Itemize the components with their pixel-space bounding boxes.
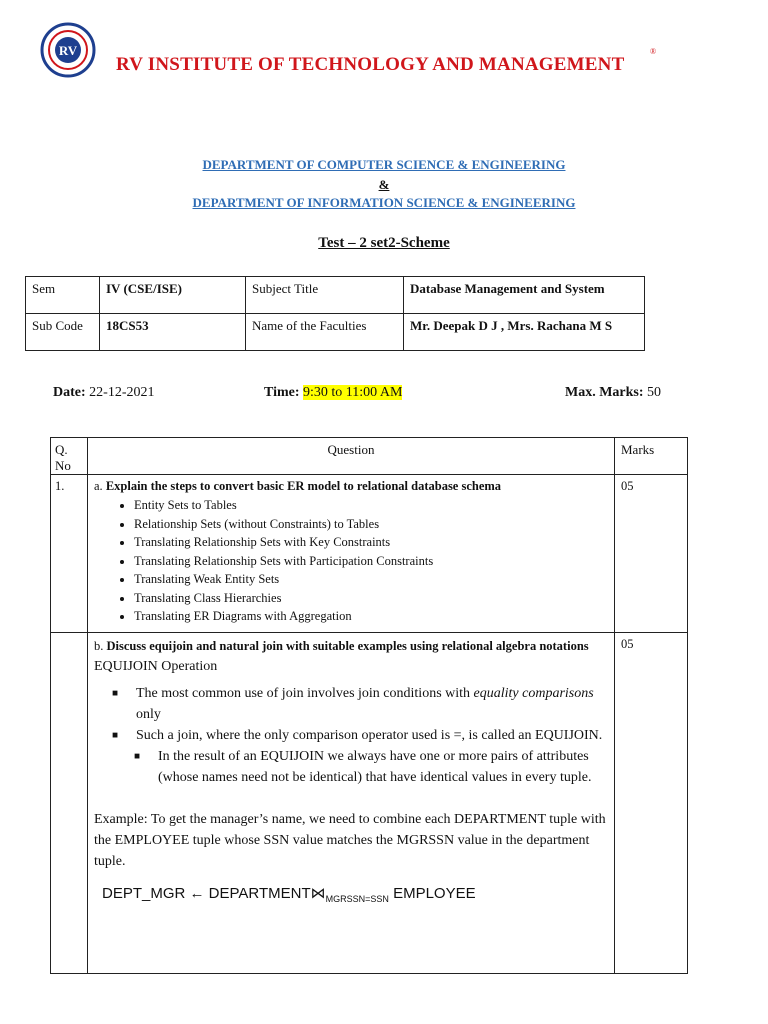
- questions-table: [50, 437, 688, 974]
- example-text: Example: To get the manager’s name, we need to combine each DEPARTMENT tuple with the EMPLOYEE tuple whose SSN value matches the MGRSSN value in the department tuple.: [94, 812, 606, 869]
- faculty-value: Mr. Deepak D J , Mrs. Rachana M S: [404, 314, 645, 351]
- dept-ampersand: &: [378, 177, 390, 192]
- equijoin-bullets: [94, 683, 608, 746]
- subject-label: Subject Title: [246, 277, 404, 314]
- list-item: • Relationship Sets (without Constraints) to Tables: [134, 515, 608, 534]
- list-item: • Translating ER Diagrams with Aggregation: [134, 607, 608, 626]
- time-field: Time: 9:30 to 11:00 AM: [264, 385, 403, 400]
- qno: 1.: [51, 475, 88, 632]
- question-row-1b: [51, 633, 687, 973]
- list-item: • Translating Class Hierarchies: [134, 589, 608, 608]
- list-item: ■ The most common use of join involves join conditions with equality comparisons only: [112, 683, 608, 725]
- subcode-label: Sub Code: [26, 314, 100, 351]
- sem-value: IV (CSE/ISE): [100, 277, 246, 314]
- list-item: • Entity Sets to Tables: [134, 496, 608, 515]
- question-1b-title: Discuss equijoin and natural join with suitable examples using relational algebra notations: [106, 639, 589, 653]
- institute-logo: [40, 22, 96, 78]
- er-steps-list: [94, 496, 608, 626]
- equijoin-sub-bullets: [94, 746, 608, 788]
- list-item: • Translating Relationship Sets with Key Constraints: [134, 533, 608, 552]
- header-row: [51, 438, 687, 475]
- question-1b: b. Discuss equijoin and natural join with suitable examples using relational algebra notations EQUIJOIN Operation ■ The most common use of join involves join conditions with equality comparisons only ■ Such a join, where the only comparison operator used is =, is called an EQUIJOIN. ■ In the result of an EQUIJOIN we always have one or more pairs of attributes (whose names need not be identical) that have identical values in every tuple. Example: To get the manager’s name, we need to combine each DEPARTMENT tuple with the EMPLOYEE tuple whose SSN value matches the MGRSSN value in the department tuple. DEPT_MGR ← $DEPARTMENT⋈_{MGRSSN=SSN}$ EMPLOYEE: [88, 633, 615, 973]
- dept-ise: DEPARTMENT OF INFORMATION SCIENCE & ENGINEERING: [192, 195, 576, 210]
- institute-name: RV INSTITUTE OF TECHNOLOGY AND MANAGEMENT: [116, 54, 625, 75]
- list-item: • Translating Weak Entity Sets: [134, 570, 608, 589]
- question-1a: a. Explain the steps to convert basic ER model to relational database schema • Entity Sets to Tables • Relationship Sets (without Constraints) to Tables • Translating Relationship Sets with Key Constraints • Translating Relationship Sets with Participation Constraints • Translating Weak Entity Sets • Translating Class Hierarchies • Translating ER Diagrams with Aggregation: [88, 475, 615, 632]
- marks-1b: 05: [621, 637, 634, 651]
- header-qno: Q. No: [51, 438, 88, 474]
- list-item: ■ In the result of an EQUIJOIN we always have one or more pairs of attributes (whose names need not be identical) that have identical values in every tuple.: [134, 746, 608, 788]
- header-question: Question: [88, 438, 615, 474]
- subject-value: Database Management and System: [404, 277, 645, 314]
- equijoin-formula: DEPT_MGR ← $DEPARTMENT⋈_{MGRSSN=SSN}$ EMPLOYEE: [102, 885, 476, 904]
- dept-cse: DEPARTMENT OF COMPUTER SCIENCE & ENGINEERING: [202, 157, 566, 172]
- sem-label: Sem: [26, 277, 100, 314]
- info-table: [25, 276, 645, 351]
- test-title: Test – 2 set2-Scheme: [318, 235, 450, 251]
- marks-1a: 05: [621, 479, 634, 493]
- question-row-1a: [51, 475, 687, 633]
- join-symbol: ⋈: [310, 885, 326, 902]
- date-field: Date: 22-12-2021: [53, 385, 155, 400]
- list-item: ■ Such a join, where the only comparison operator used is =, is called an EQUIJOIN.: [112, 725, 608, 746]
- question-1a-title: Explain the steps to convert basic ER model to relational database schema: [105, 479, 502, 493]
- header-marks: Marks: [621, 442, 655, 457]
- logo-text: RV: [58, 43, 78, 58]
- faculty-label: Name of the Faculties: [246, 314, 404, 351]
- max-marks-field: Max. Marks: 50: [565, 385, 662, 400]
- subcode-value: 18CS53: [100, 314, 246, 351]
- equijoin-heading: EQUIJOIN Operation: [94, 659, 218, 674]
- registered-mark: ®: [650, 47, 657, 56]
- list-item: • Translating Relationship Sets with Participation Constraints: [134, 552, 608, 571]
